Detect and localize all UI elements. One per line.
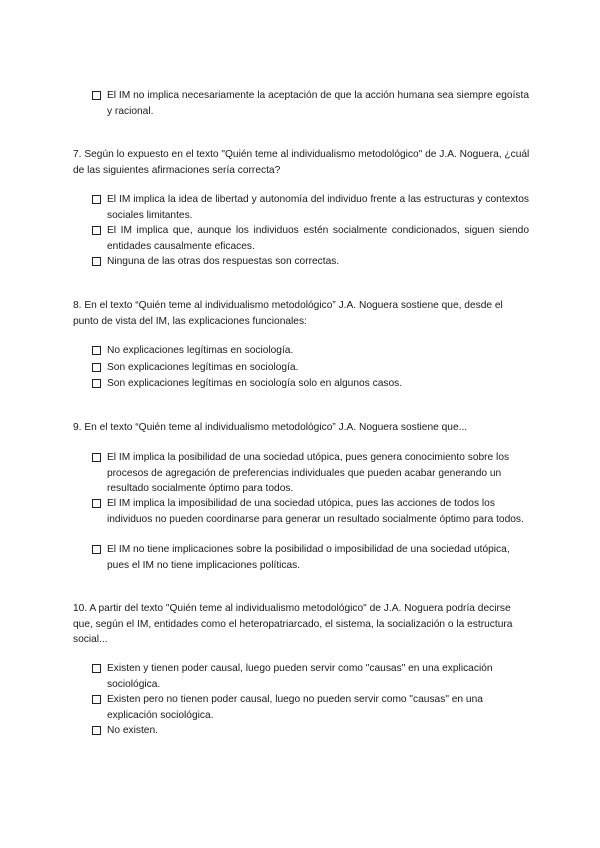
question-8-option-1[interactable] (92, 343, 529, 359)
checkbox[interactable] (92, 91, 101, 100)
question-8-option-2[interactable] (92, 360, 529, 376)
option-text: No existen. (107, 725, 158, 736)
checkbox[interactable] (92, 499, 101, 508)
option-text: El IM implica la idea de libertad y autonomía del individuo frente a las estructuras y contextos sociales limitantes. (107, 194, 529, 221)
question-8-text: 8. En el texto “Quién teme al individualismo metodológico” J.A. Noguera sostiene que, desde el punto de vista del IM, las explicaciones funcionales: (73, 300, 503, 327)
option-text: El IM implica la posibilidad de una sociedad utópica, pues genera conocimiento sobre los procesos de agregación de preferencias individuales que pueden acabar generando un resultado socialmente óptimo para todos. (107, 452, 510, 495)
checkbox[interactable] (92, 257, 101, 266)
question-9-option-1[interactable] (92, 450, 529, 497)
option-text: El IM implica que, aunque los individuos estén socialmente condicionados, siguen siendo entidades causalmente eficaces. (107, 225, 529, 252)
checkbox[interactable] (92, 379, 101, 388)
question-10-option-3[interactable] (92, 723, 529, 739)
checkbox[interactable] (92, 695, 101, 704)
checkbox[interactable] (92, 453, 101, 462)
checkbox[interactable] (92, 545, 101, 554)
question-9-option-3[interactable] (92, 542, 529, 573)
option-checkbox-item[interactable] (92, 88, 529, 119)
question-7-option-2[interactable] (92, 223, 529, 254)
checkbox[interactable] (92, 363, 101, 372)
question-7-option-1[interactable] (92, 192, 529, 223)
option-text: Existen y tienen poder causal, luego pueden servir como "causas" en una explicación sociológica. (107, 663, 493, 690)
checkbox[interactable] (92, 346, 101, 355)
checkbox[interactable] (92, 726, 101, 735)
checkbox[interactable] (92, 226, 101, 235)
question-9-text: 9. En el texto “Quién teme al individualismo metodológico” J.A. Noguera sostiene que... (73, 422, 468, 433)
option-text: El IM implica la imposibilidad de una sociedad utópica, pues las acciones de todos los individuos no pueden coordinarse para generar un resultado socialmente óptimo para todos. (107, 498, 524, 525)
question-7-option-3[interactable] (92, 254, 529, 270)
option-text: El IM no tiene implicaciones sobre la posibilidad o imposibilidad de una sociedad utópica, pues el IM no tiene implicaciones políticas. (107, 544, 510, 571)
checkbox[interactable] (92, 664, 101, 673)
question-10-text: 10. A partir del texto "Quién teme al individualismo metodológico" de J.A. Noguera podría decirse que, según el IM, entidades como el heteropatriarcado, el sistema, la socialización o la estructura social... (73, 603, 513, 646)
option-text: No explicaciones legítimas en sociología. (107, 345, 294, 356)
option-text: Son explicaciones legítimas en sociología. (107, 362, 299, 373)
option-text: Son explicaciones legítimas en sociología solo en algunos casos. (107, 378, 403, 389)
option-text: Ninguna de las otras dos respuestas son correctas. (107, 256, 340, 267)
option-text: El IM no implica necesariamente la aceptación de que la acción humana sea siempre egoísta y racional. (107, 90, 529, 117)
question-8-option-3[interactable] (92, 376, 529, 392)
question-10-option-1[interactable] (92, 661, 529, 692)
option-text: Existen pero no tienen poder causal, luego no pueden servir como "causas" en una explicación sociológica. (107, 694, 483, 721)
question-10-option-2[interactable] (92, 692, 529, 723)
question-7-text: 7. Según lo expuesto en el texto "Quién teme al individualismo metodológico" de J.A. Noguera, ¿cuál de las siguientes afirmaciones sería correcta? (73, 149, 530, 176)
question-9-option-2[interactable] (92, 496, 529, 527)
checkbox[interactable] (92, 195, 101, 204)
